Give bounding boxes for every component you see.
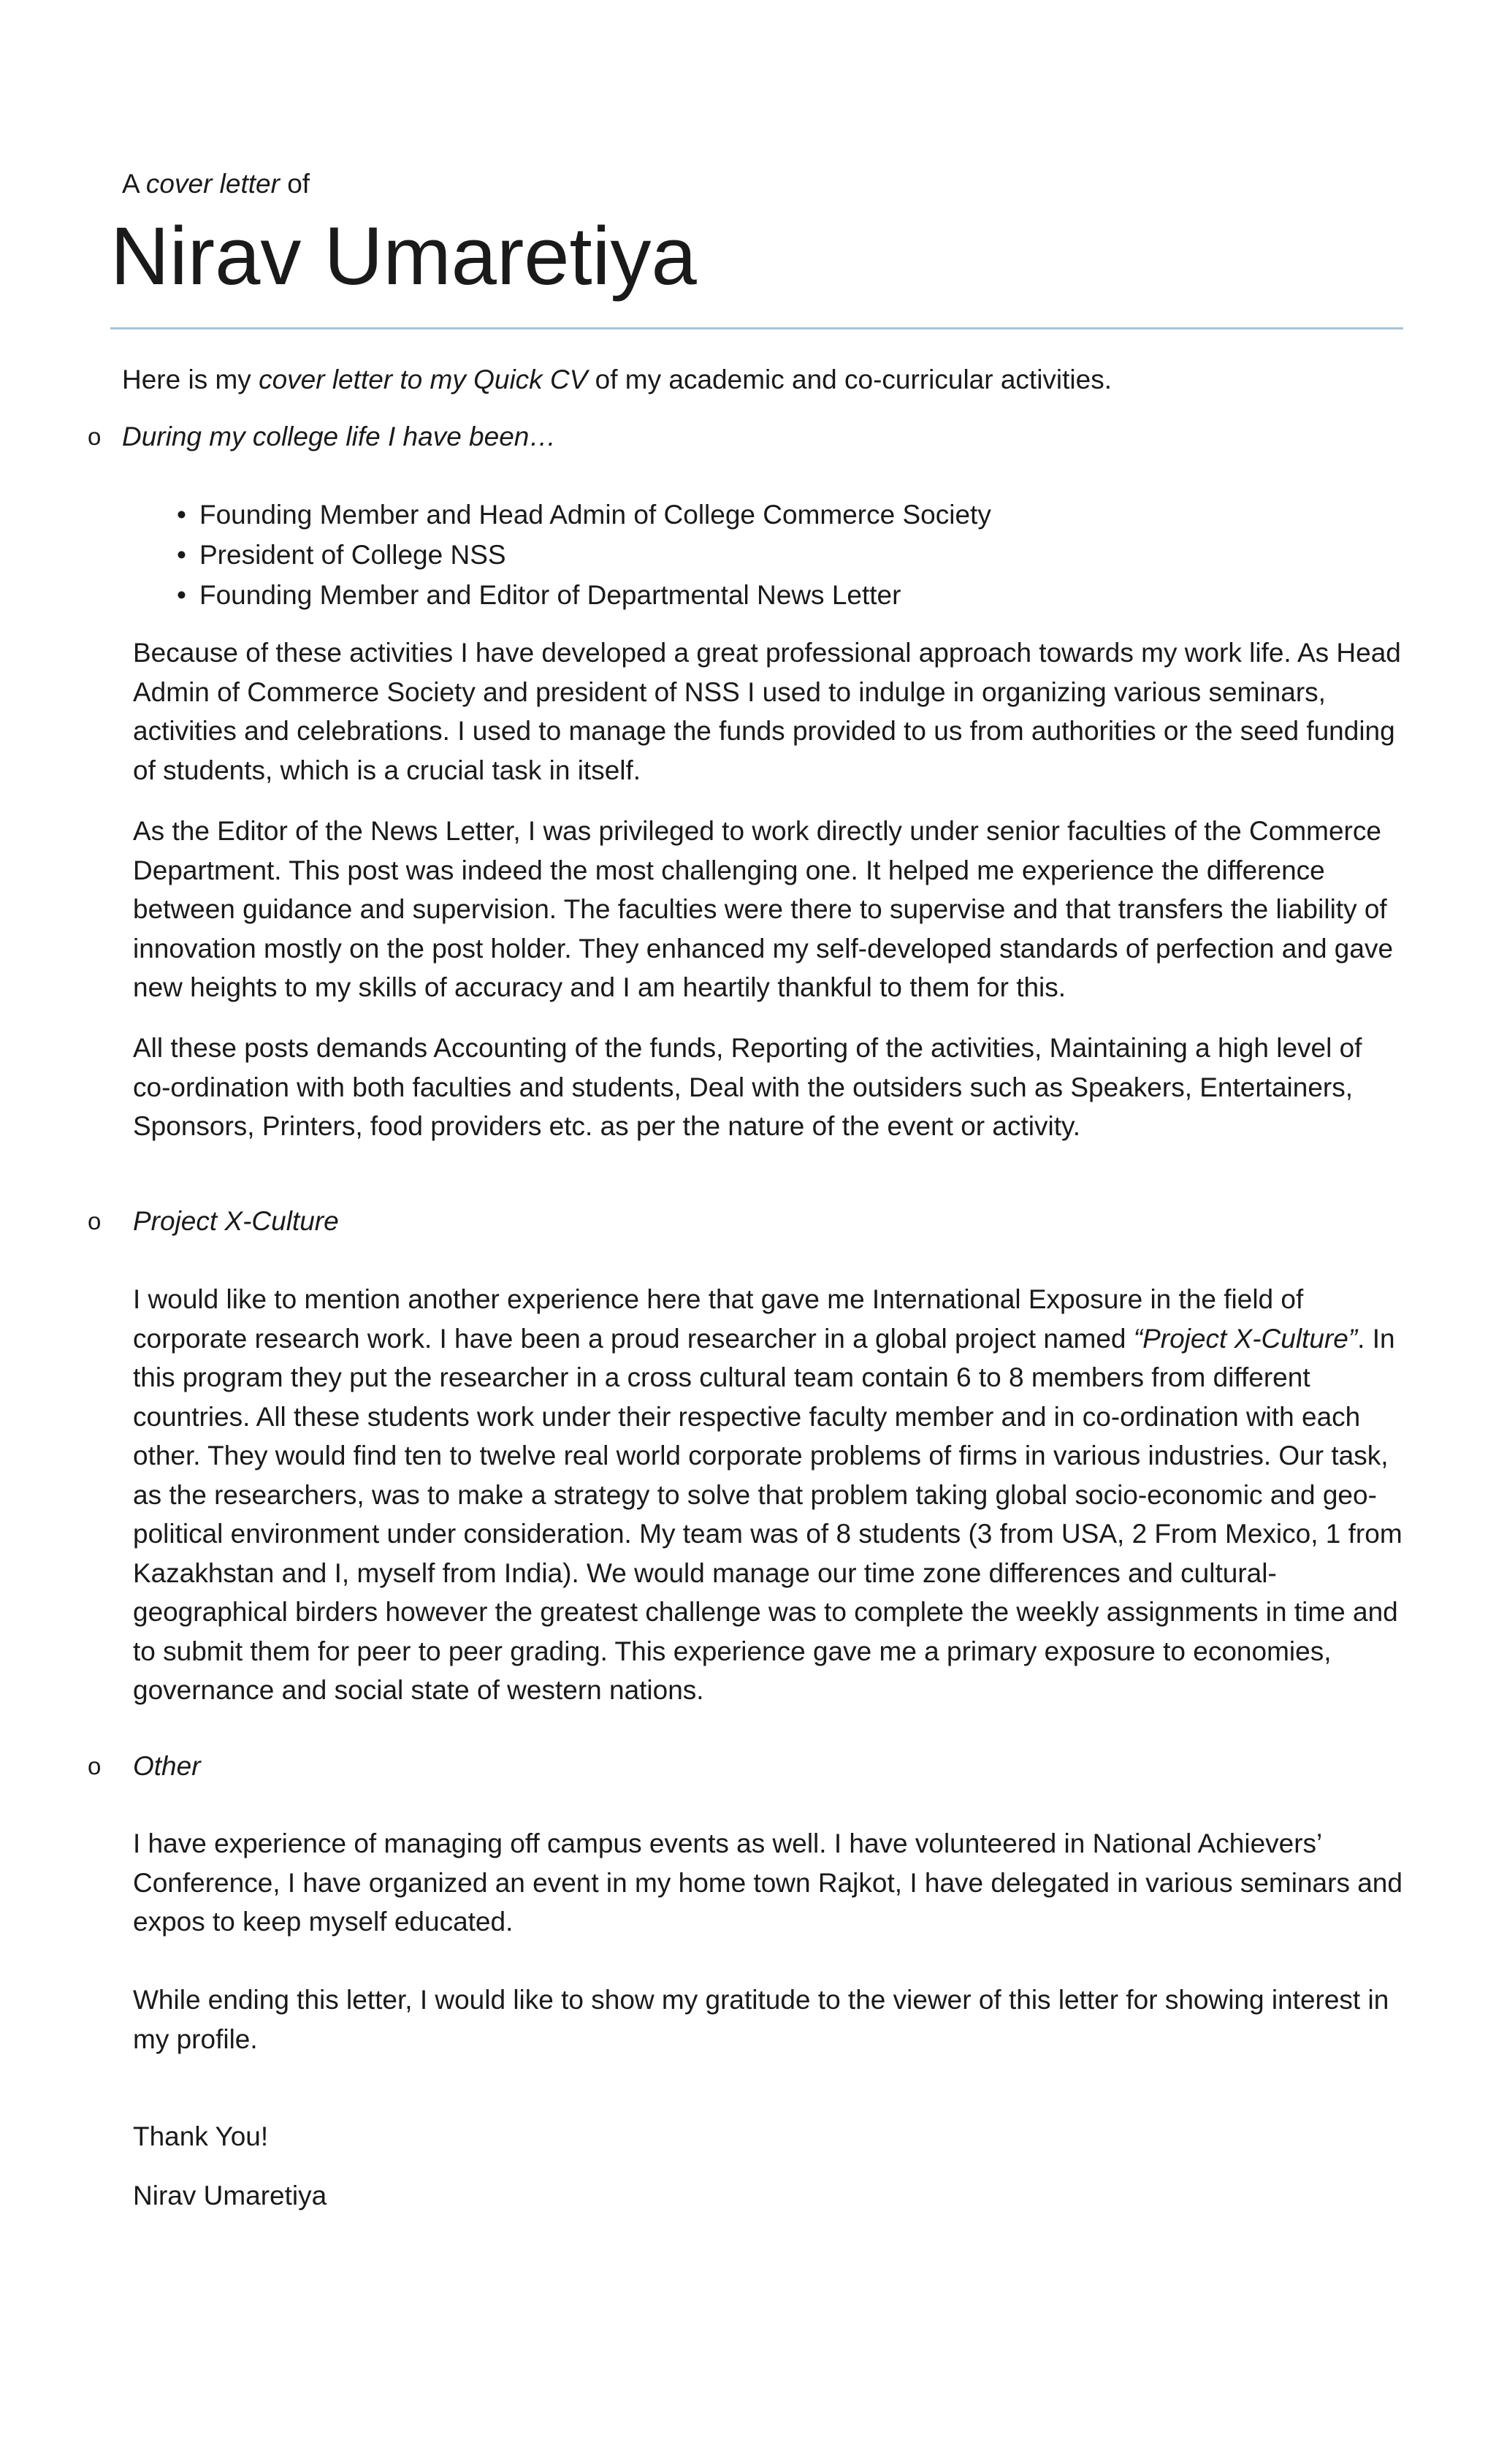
bullet-icon: •: [177, 580, 186, 610]
paragraph-other: I have experience of managing off campus events as well. I have volunteered in National Achievers’ Conference, I have organized an event in my home town Rajkot, I have delegated in various seminars and expos to keep myself educated.: [133, 1828, 1402, 1937]
intro-text: Here is my cover letter to my Quick CV of my academic and co-curricular activities.: [122, 365, 1113, 394]
title-divider: [110, 327, 1403, 329]
paragraph-closing: While ending this letter, I would like to show my gratitude to the viewer of this letter for showing interest in my profile.: [133, 1985, 1389, 2054]
section-heading-other: Other: [133, 1751, 201, 1781]
section-heading-xculture: Project X-Culture: [133, 1206, 339, 1236]
bullet-icon: •: [177, 500, 186, 530]
list-item: • Founding Member and Head Admin of College Commerce Society: [177, 495, 991, 535]
document-subtitle: A cover letter of: [122, 169, 310, 199]
bullet-icon: •: [177, 540, 186, 570]
page-title: Nirav Umaretiya: [110, 210, 697, 302]
list-marker-icon: o: [88, 1208, 102, 1235]
closing-thanks: Thank You!: [133, 2121, 269, 2151]
paragraph-news-letter-editor: As the Editor of the News Letter, I was privileged to work directly under senior faculties of the Commerce Department. This post was indeed the most challenging one. It helped me experience the difference between guidance and supervision. The faculties were there to supervise and that transfers the liability of innovation mostly on the post holder. They enhanced my self-developed standards of perfection and gave new heights to my skills of accuracy and I am heartily thankful to them for this.: [133, 816, 1394, 1002]
list-item: • President of College NSS: [177, 535, 991, 575]
paragraph-professional-approach: Because of these activities I have developed a great professional approach towards my work life. As Head Admin of Commerce Society and president of NSS I used to indulge in organizing various seminars, activities and celebrations. I used to manage the funds provided to us from authorities or the seed funding of students, which is a crucial task in itself.: [133, 638, 1401, 785]
signature: Nirav Umaretiya: [133, 2181, 327, 2211]
section-heading-college: During my college life I have been…: [122, 422, 557, 451]
list-marker-icon: o: [88, 423, 102, 450]
college-roles-list: [177, 495, 991, 615]
paragraph-xculture: I would like to mention another experience here that gave me International Exposure in the field of corporate research work. I have been a proud researcher in a global project named “Project X-Culture”. In this program they put the researcher in a cross cultural team contain 6 to 8 members from different countries. All these students work under their respective faculty member and in co-ordination with each other. They would find ten to twelve real world corporate problems of firms in various industries. Our task, as the researchers, was to make a strategy to solve that problem taking global socio-economic and geo-political environment under consideration. My team was of 8 students (3 from USA, 2 From Mexico, 1 from Kazakhstan and I, myself from India). We would manage our time zone differences and cultural-geographical birders however the greatest challenge was to complete the weekly assignments in time and to submit them for peer to peer grading. This experience gave me a primary exposure to economies, governance and social state of western nations.: [133, 1284, 1402, 1705]
list-marker-icon: o: [88, 1752, 102, 1780]
paragraph-post-demands: All these posts demands Accounting of the funds, Reporting of the activities, Maintaining a high level of co-ordination with both faculties and students, Deal with the outsiders such as Speakers, Entertainers, Sponsors, Printers, food providers etc. as per the nature of the event or activity.: [133, 1033, 1362, 1141]
list-item: • Founding Member and Editor of Departmental News Letter: [177, 575, 991, 615]
